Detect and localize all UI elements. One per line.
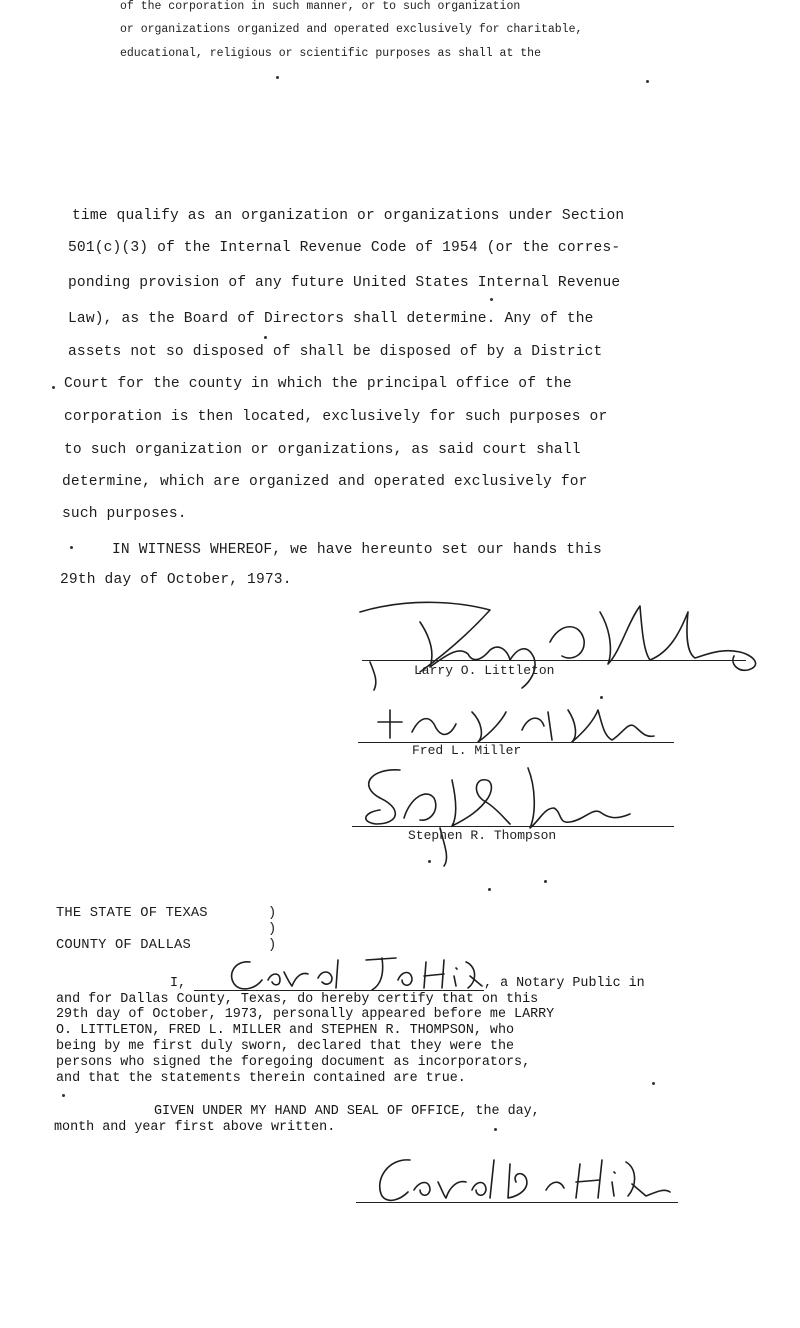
body-line: determine, which are organized and operated exclusively for [62, 474, 588, 490]
scan-speck [276, 76, 279, 79]
body-line: such purposes. [62, 506, 187, 522]
notary-line: and for Dallas County, Texas, do hereby certify that on this [56, 992, 539, 1007]
body-line: corporation is then located, exclusively for such purposes or [64, 409, 608, 425]
top-fragment-line: or organizations organized and operated exclusively for charitable, [120, 23, 583, 36]
witness-date: 29th day of October, 1973. [60, 572, 292, 588]
body-line: 501(c)(3) of the Internal Revenue Code of 1954 (or the corres- [68, 240, 621, 256]
scan-speck [490, 298, 493, 301]
notary-name-signature [220, 950, 490, 994]
top-fragment-line: educational, religious or scientific purposes as shall at the [120, 47, 541, 60]
venue-bracket: ) [268, 922, 277, 937]
body-line: Law), as the Board of Directors shall determine. Any of the [68, 311, 594, 327]
venue-bracket: ) [268, 906, 277, 921]
venue-county: COUNTY OF DALLAS [56, 938, 191, 953]
notary-title-text: , a Notary Public in [484, 976, 645, 991]
notary-opening: I, [170, 976, 187, 991]
scan-speck [62, 1094, 65, 1097]
signatory-name: Stephen R. Thompson [408, 828, 557, 843]
scan-speck [494, 1128, 497, 1131]
scan-speck [488, 888, 491, 891]
signature-line [362, 660, 746, 661]
body-line: to such organization or organizations, as said court shall [64, 442, 581, 458]
notary-signature-mark [370, 1150, 680, 1210]
body-line: assets not so disposed of shall be disposed of by a District [68, 344, 603, 360]
scan-speck [52, 386, 55, 389]
notary-line: and that the statements therein contained are true. [56, 1071, 466, 1086]
body-line: time qualify as an organization or organizations under Section [72, 208, 625, 224]
signature-mark-miller [372, 702, 672, 746]
scan-speck [544, 880, 547, 883]
scan-speck [600, 696, 603, 699]
body-line: Court for the county in which the principal office of the [64, 376, 572, 392]
notary-line: O. LITTLETON, FRED L. MILLER and STEPHEN R. THOMPSON, who [56, 1023, 515, 1038]
scan-speck [652, 1082, 655, 1085]
signatory-name: Larry O. Littleton [414, 663, 555, 678]
scan-speck [646, 80, 649, 83]
venue-state: THE STATE OF TEXAS [56, 906, 208, 921]
body-line: ponding provision of any future United States Internal Revenue [68, 275, 621, 291]
given-under-hand-cont: month and year first above written. [54, 1120, 336, 1135]
notary-line: persons who signed the foregoing document as incorporators, [56, 1055, 531, 1070]
notary-signature-line [356, 1202, 678, 1203]
witness-line: IN WITNESS WHEREOF, we have hereunto set our hands this [112, 542, 602, 558]
given-under-hand: GIVEN UNDER MY HAND AND SEAL OF OFFICE, the day, [154, 1104, 540, 1119]
signature-mark-thompson [340, 758, 660, 868]
scan-speck [70, 546, 73, 549]
signatory-name: Fred L. Miller [412, 743, 522, 758]
scan-speck [264, 336, 267, 339]
signature-line [352, 826, 674, 827]
venue-bracket: ) [268, 938, 277, 953]
notary-line: 29th day of October, 1973, personally appeared before me LARRY [56, 1007, 555, 1022]
top-fragment-line: of the corporation in such manner, or to such organization [120, 0, 521, 13]
scan-speck [428, 860, 431, 863]
notary-line: being by me first duly sworn, declared that they were the [56, 1039, 515, 1054]
signature-mark-littleton [350, 592, 770, 692]
